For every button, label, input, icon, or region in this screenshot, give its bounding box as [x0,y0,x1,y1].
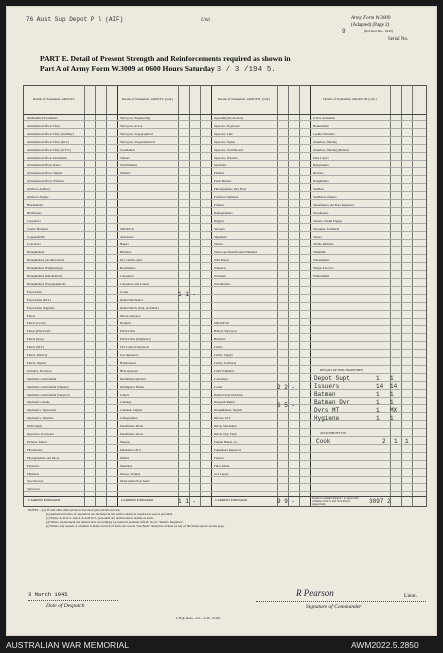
row-label: Storemen, Technical [313,226,340,231]
row-label: Harnessmen [313,123,329,128]
row-label: Mechanics, Instrument [27,376,57,381]
form-heading-line1: PART E. Detail of Present Strength and Reinforcements required as shown in [40,54,291,63]
attached-strength: 1 [394,438,398,445]
row-label: Saddletree makers [313,195,337,199]
row-label: Signallers [214,234,227,239]
caption-accession: AWM2022.5.2850 [351,640,419,650]
row-label: Armament Artificer Signals [27,171,63,176]
carried-forward-1: CARRIED FORWARD [28,498,61,502]
row-label: Engine Hands, I.C. [214,439,239,444]
nontrades-we: 1 [376,407,380,414]
nontrades-we: 1 [376,415,380,422]
row-label: Fitters (Cycle) [27,321,46,326]
row-label: Painters, Motor [27,439,47,444]
typed-carpenters: 1 1 - [178,291,197,298]
row-label: Roughriders [313,179,329,184]
row-label: Shoemakers and Boot Repairers [313,202,354,207]
row-label: Photographers, Dry Plate [214,187,247,192]
row-label: Rangetakers [313,163,329,168]
row-label: Linemen, Signals [120,408,143,413]
row-label: Wagon Erectors [313,266,334,271]
typed-carried-g4: 3097 2 [369,498,391,505]
row-label: Driver Tptr, Plant [214,432,237,436]
row-label: Clerks, Supply [214,353,233,357]
row-label: Plumbers [27,471,40,476]
row-label: Operators, Excavator [27,432,55,436]
row-label: Concreters [27,242,41,247]
row-label: Printers [214,202,224,207]
row-label: Wheelers [214,266,227,271]
unit-label: Unit [201,18,210,23]
nontrades-label: Issuers [314,383,340,390]
row-label: Drainers [120,321,131,326]
row-label: Operator, Line [214,131,233,136]
row-label: Driver-Operator [120,313,141,318]
row-label: Millers [120,455,130,460]
form-adapted: (Adapted) (Page 2) [351,23,390,28]
nontrades-we: 1 [376,399,380,406]
row-label: Painters [214,171,225,176]
row-label: Surveyors [27,487,40,492]
row-label: Riveters [313,171,324,176]
row-label: Watchmakers [120,163,138,168]
row-label: Lithographers [120,416,138,421]
row-label: Clerks, Technical [214,360,237,365]
col-header-group1: Details of Tradesmen, GROUP I. [32,97,76,102]
row-label: Artificer, Artillery [27,187,51,192]
row-label: Operator, Signal [214,139,235,144]
typed-carried-g3: 9 9 - [277,498,296,505]
row-label: Well Borers [214,258,230,263]
row-label: Opticians [214,163,227,168]
row-label: Artificer, Engine [27,195,49,199]
form-revised: (Revised Jan., 1943) [364,29,393,33]
row-label: Telescope Identification Numbers [214,250,258,255]
row-label: Leather Stitchers [313,131,335,136]
row-label: Photographers, Air Photo [27,455,60,460]
row-label: Drivers, M.T. [214,416,232,421]
commander-signature: R Pearson [296,588,334,598]
row-label: Equipment Repairers [214,447,241,452]
attached-reinf: 1 [405,438,409,445]
row-label: Valvemakers [313,258,330,263]
row-label: Fitter Mates [214,463,230,468]
strength-table [23,85,427,507]
nontrades-str: 14 [390,383,398,390]
row-label: Saddlers [313,187,324,192]
row-label: Surveyors, Engineering [120,116,151,120]
row-label: Carpenters [120,274,134,278]
row-label: Driver Mechanics [214,424,237,429]
nontrades-we: 14 [376,383,384,390]
row-label: Joiners [120,392,130,397]
row-label: Dental Mech. (Eng. and Med.) [120,305,160,310]
col-header-group2-cont: Details of Tradesmen, GROUP II. (cont.) [217,97,271,102]
row-label: Whitesmiths [313,274,330,278]
row-label: Surveyors, R.S.A. [120,123,144,128]
row-label: Draughtsmen, Signals [214,408,243,413]
row-label: Dry Cand'n, Aml. [120,258,143,263]
row-label: Dental Clerk Orderlies [214,392,244,397]
unit-name: 76 Aust Sup Depot P l (AIF) [26,16,124,23]
row-label: Battery Surveyors [214,329,238,334]
row-label: Welders [120,171,131,176]
row-label: Armament Artificer Wireless [27,179,64,184]
row-label: Mechanics, Wireless [27,416,54,421]
row-label: Coppersmiths [27,234,45,239]
nontrades-label: Hygiene [314,415,340,422]
row-label: Despatch Riders [214,400,235,405]
form-notes: NOTES.—(a) If rank other than private is involved give details on back. (b) Authorised trades of operatives not included in list will be added as required in spaces provided. (c) Where A.W.A.S. and/or A.A.M.W.S. personnel are derived show details on back. (d) Where replacement not desired note accordingly on return in position of R.R. in col. "Reinfs. Required". (e) Where any request or estimate is made on back of form, the words "See Back" should be written on any of the blank spaces on this page. [28,508,225,528]
row-label: Plasterers [27,463,40,468]
row-label: Sawyers [214,226,225,231]
form-heading-line2: Part A of Army Form W.3009 at 0600 Hours Saturday 3 / 3 /194 5. [40,64,276,74]
nontrades-str: 1 [390,415,394,422]
row-label: Armament Artificer Fitter (M.T.) [27,139,69,144]
row-label: G.P.O. Assistants [313,116,335,120]
col-header-group1-cont: Details of Tradesmen, GROUP I. (cont.) [121,97,174,102]
row-label: Tailors [313,234,322,239]
row-label: Operating Room Assts. [214,116,244,120]
totals-note: Totals of columns marked * to agree with columns 4 and 5, and 16 of Part A respectively. [312,497,359,506]
row-label: Armament Artificer Fitter [27,123,60,128]
despatch-date: 3 March 1945 [28,591,68,598]
row-label: Fitters, Railway [27,353,48,357]
signature-label: Signature of Commander [306,604,362,610]
nontrades-str: 1 [390,399,394,406]
row-label: Wiremen [214,274,226,278]
nontrades-label: Dvrs MT [314,407,340,414]
nontrades-label: Depot Supt [314,375,351,382]
row-label: Clerks [214,345,223,350]
row-label: Electricians (M.T.) [27,297,52,302]
row-label: Saw Doctors [27,479,44,484]
serial-label: Serial No. [388,37,409,42]
form-sheet [6,6,437,636]
row-label: Toolmakers [120,147,136,152]
row-label: Instrument Operator [120,376,146,381]
row-label: Mechanics, Radio [27,400,51,405]
row-label: Fitters (M.T.) [27,345,45,350]
row-label: Electricians [120,329,136,334]
typed-butchers: 2 2 - [277,384,296,391]
row-label: Surveyors, Topographical [120,131,153,136]
row-label: Millwrights [27,424,43,429]
nontrades-str: 1 [390,391,394,398]
row-label: Plate Layers [313,155,329,160]
row-label: Mechanics, Instrument (Surgical) [27,392,70,397]
typed-clerks-supply: 6 5 - [277,402,296,409]
nontrades-label: Batman [314,391,336,398]
typed-carried-g2: 1 1 - [178,498,197,505]
row-label: Operator, Wireless [214,155,238,160]
row-label: Stokers, Steam Engine [313,218,342,223]
row-label: Intelligence Duties [120,384,145,389]
attached-label: Cook [316,438,331,445]
row-label: Carpenters [27,218,41,223]
row-label: Operator, Keyboard [214,123,240,128]
row-label: Draughtsmen (Topographical) [27,281,66,286]
row-label: Tinsmiths [313,250,326,255]
row-label: Riggers [214,218,224,223]
page-number: 9 [342,28,346,35]
nontrades-str: MX [390,407,398,414]
row-label: Fitters (Electrical) [27,329,51,334]
row-label: Pharmacists [27,447,43,452]
row-label: Armourers [120,234,134,239]
row-label: Fitters, Signals [27,360,47,365]
row-label: Draughtsmen [27,250,45,255]
row-label: Armament Artificer Instrument [27,155,67,160]
signature-rank: Lieut. [404,593,417,599]
nontrades-label: Batman Dvr [314,399,351,406]
row-label: Blacksmiths [27,202,43,207]
nontrades-we: 1 [376,375,380,382]
row-label: Fitters (Gun) [27,337,44,342]
row-label: Mechanics, Instrument (Signals) [27,384,69,389]
row-label: Bootmakers [120,266,136,271]
row-label: Electricians [27,289,43,294]
row-label: Nurses, Trained [120,471,141,476]
row-label: Armament Artificer Fitter (Artillery) [27,131,74,136]
row-label: Farriers [214,455,224,460]
row-label: Hairdressers [120,360,136,365]
row-label: Orderlies, Nursing (Mental) [313,147,349,152]
row-label: Armament Artificer Radio [27,163,61,168]
row-label: Electricians (Signals) [27,305,55,310]
printer-imprint: L.H.Q. Press—121—1/45—213m. [176,616,221,620]
row-label: Clerks, Hospital [27,226,48,231]
row-label: GROUP II. [120,226,135,231]
row-label: Draughtsmen (Engineering) [27,266,63,271]
nontrades-header: DETAILS OF NON-TRADESMEN [320,368,364,372]
row-label: Turners [120,155,130,160]
row-label: Textile Refitters [313,242,334,247]
nontrades-str: 1 [390,375,394,382]
col-header-group3-cont: Details of Tradesmen, GROUP III. (cont.) [323,97,377,102]
row-label: Machinists, Wood [120,432,144,436]
row-label: Armament Artificer Fitter (A.F.V.) [27,147,71,152]
carried-forward-3: CARRIED FORWARD [215,498,248,502]
row-label: GROUP III. [214,321,230,326]
row-label: Radiographers [214,210,233,215]
row-label: Moulders [120,463,133,468]
row-label: Draughtsmen (Architectural) [27,258,64,263]
row-label: Surveyors, Trigonometrical [120,139,156,144]
row-label: Cooks [214,384,223,389]
row-label: Observation Post Assts. [120,479,151,484]
row-label: Clerk Trimmers [214,368,235,373]
row-label: Mechanics, Typewriter [27,408,57,413]
row-label: Mechanics, M.T. [120,447,142,452]
row-label: Storehouses [313,210,329,215]
row-label: Tailors [214,242,223,247]
row-label: Fire Control Operators [120,345,150,350]
despatch-label: Date of Despatch [46,603,85,609]
form-title: Army Form W.3009 [351,16,391,21]
nontrades-we: 1 [376,391,380,398]
row-label: Bakers [120,242,129,247]
row-label: Carpenters and Joiners [120,281,150,286]
row-label: Gas Operators [120,353,139,357]
row-label: Orderlies, Nursing [313,139,337,144]
row-label: Bricklayers [27,210,42,215]
row-label: Gas Layers [214,471,229,476]
attached-header: ATTACHED BY W.E. [320,431,347,435]
row-label: Electricians (Engineers) [120,337,151,342]
row-label: Masons [120,439,130,444]
row-label: Predictor Numbers [214,195,239,199]
row-label: Grinders, Precision [27,368,52,373]
row-label: Hide Operator [120,368,139,373]
caption-institution: AUSTRALIAN WAR MEMORIAL [6,640,129,650]
row-label: Linemen [120,400,132,405]
row-label: Concreters [214,376,228,381]
row-label: Ammunition Examiners [27,116,58,120]
row-label: Butchers [214,337,226,342]
row-label: Panel Beaters [214,179,232,184]
row-label: Draughtsmen (Mechanical) [27,274,62,278]
carried-forward-2: CARRIED FORWARD [121,498,154,502]
row-label: Machinists, Metal [120,424,144,429]
row-label: Butchers [120,250,132,255]
row-label: Dental Mechanics [120,297,144,302]
row-label: Fitters [27,313,36,318]
row-label: Operator, Switchboard [214,147,243,152]
row-label: Cooks [120,289,129,294]
row-label: Woodturners [214,281,231,286]
attached-we: 2 [382,438,386,445]
